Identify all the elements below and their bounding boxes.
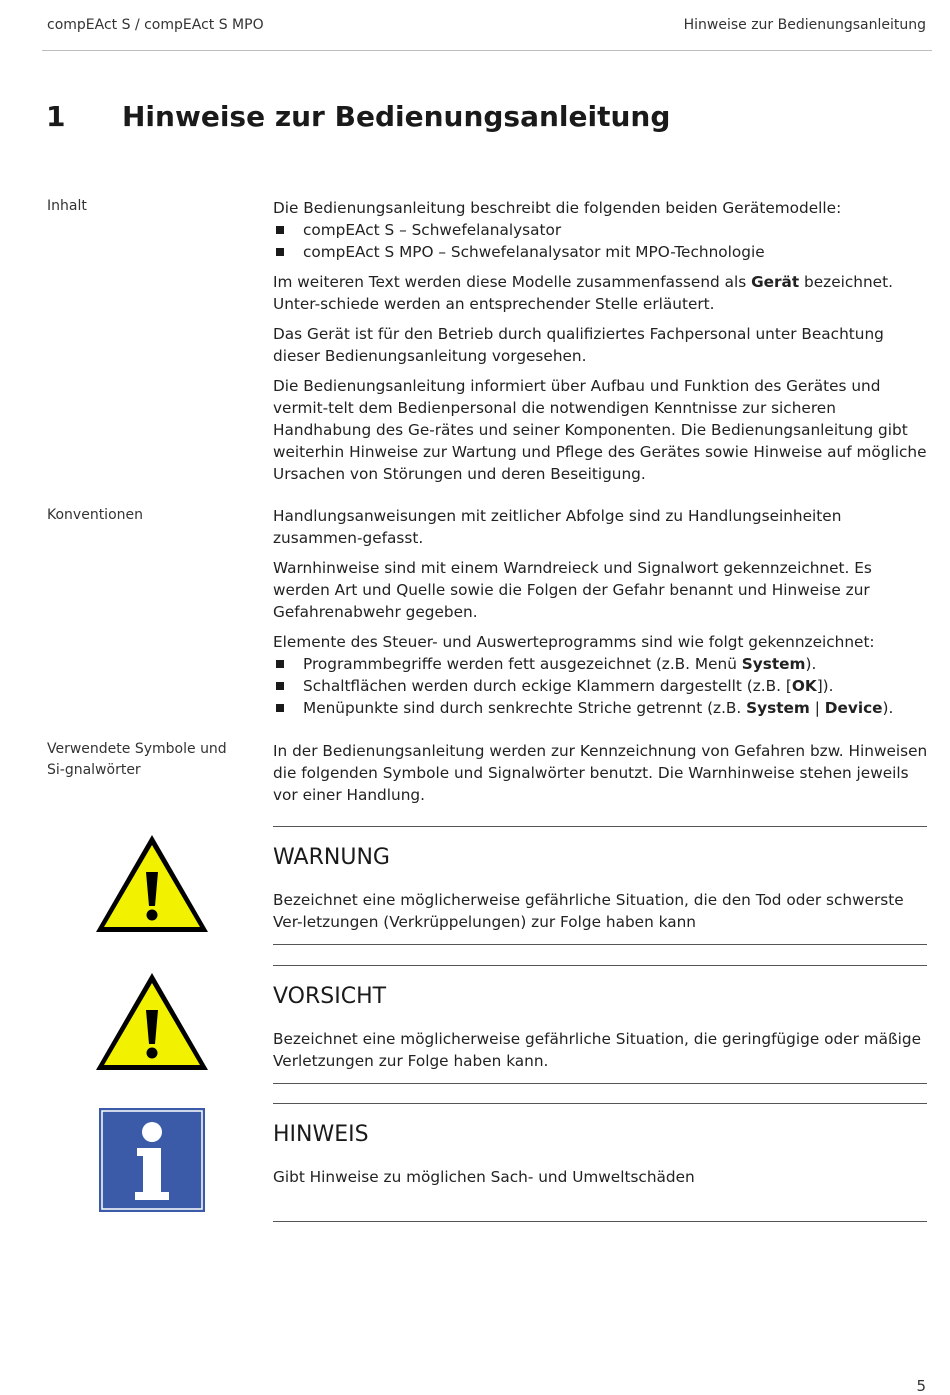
chapter-title: Hinweise zur Bedienungsanleitung [122, 100, 671, 133]
text-run: Programmbegriffe werden fett ausgezeichnet (z.B. Menü [303, 655, 742, 673]
inhalt-paragraph-2: Das Gerät ist für den Betrieb durch qualifiziertes Fachpersonal unter Beachtung dieser Bedienungsanleitung vorgesehen. [273, 325, 884, 365]
text-run: ]). [816, 677, 834, 695]
header-document-title: compEAct S / compEAct S MPO [47, 17, 264, 33]
bold-term: System [741, 655, 806, 673]
notice-title: HINWEIS [273, 1122, 369, 1147]
section-inhalt [273, 197, 928, 493]
inhalt-paragraph-3: Die Bedienungsanleitung informiert über Aufbau und Funktion des Gerätes und vermit-telt dem Bedienpersonal die notwendigen Kenntnisse zur sicheren Handhabung des Ge-rätes und seiner Komponenten. Die Bedienungsanleitung gibt weiterhin Hinweise zur Wartung und Pflege des Gerätes sowie Hinweise auf mögliche Ursachen von Störungen und deren Beseitigung. [273, 377, 927, 483]
page-number: 5 [916, 1377, 926, 1395]
list-item [273, 653, 928, 675]
text-run: ). [805, 655, 817, 673]
text-run: Im weiteren Text werden diese Modelle zusammenfassend als [273, 273, 752, 291]
bold-term: Device [824, 699, 883, 717]
warning-triangle-icon [93, 832, 211, 940]
warning-triangle-icon [93, 970, 211, 1078]
notice-vorsicht [273, 965, 927, 1084]
konventionen-paragraph-3: Elemente des Steuer- und Auswerteprogramms sind wie folgt gekennzeichnet: [273, 633, 875, 651]
notice-title: WARNUNG [273, 845, 390, 870]
inhalt-paragraph-1 [273, 271, 928, 315]
notice-text: Bezeichnet eine möglicherweise gefährliche Situation, die geringfügige oder mäßige Verletzungen zur Folge haben kann. [273, 1030, 922, 1070]
text-run: Menüpunkte sind durch senkrechte Striche getrennt (z.B. [303, 699, 747, 717]
section-konventionen [273, 505, 928, 727]
notice-hinweis [273, 1103, 927, 1222]
model-list [273, 219, 928, 263]
chapter-number: 1 [46, 100, 66, 133]
notice-title: VORSICHT [273, 984, 387, 1009]
list-item [273, 697, 928, 719]
header-section-title: Hinweise zur Bedienungsanleitung [683, 17, 926, 33]
list-item: compEAct S MPO – Schwefelanalysator mit MPO-Technologie [273, 241, 928, 263]
konventionen-paragraph-1: Handlungsanweisungen mit zeitlicher Abfolge sind zu Handlungseinheiten zusammen-gefasst. [273, 507, 842, 547]
notice-text: Gibt Hinweise zu möglichen Sach- und Umweltschäden [273, 1168, 695, 1186]
notice-warnung [273, 826, 927, 945]
list-item: compEAct S – Schwefelanalysator [273, 219, 928, 241]
convention-list [273, 653, 928, 719]
text-run: Schaltflächen werden durch eckige Klammern dargestellt (z.B. [ [303, 677, 792, 695]
symbole-paragraph: In der Bedienungsanleitung werden zur Kennzeichnung von Gefahren bzw. Hinweisen die folgenden Symbole und Signalwörter benutzt. Die Warnhinweise stehen jeweils vor einer Handlung. [273, 742, 928, 804]
bold-term: OK [791, 677, 817, 695]
bold-term: Gerät [751, 273, 800, 291]
list-item [273, 675, 928, 697]
text-run: ). [882, 699, 894, 717]
chapter-heading [46, 100, 670, 133]
side-label-inhalt: Inhalt [47, 198, 87, 214]
text-run: | [809, 699, 825, 717]
section-symbole [273, 740, 928, 814]
page-header [42, 0, 932, 51]
bold-term: System [746, 699, 810, 717]
text-run: bezeichnet. Unter-schiede werden an entsprechender Stelle erläutert. [273, 273, 893, 313]
inhalt-intro: Die Bedienungsanleitung beschreibt die folgenden beiden Gerätemodelle: [273, 199, 842, 217]
info-icon [99, 1108, 205, 1216]
side-label-symbole: Verwendete Symbole und Si-gnalwörter [47, 741, 227, 778]
side-label-konventionen: Konventionen [47, 507, 143, 523]
notice-text: Bezeichnet eine möglicherweise gefährliche Situation, die den Tod oder schwerste Ver-letzungen (Verkrüppelungen) zur Folge haben kann [273, 891, 904, 931]
konventionen-paragraph-2: Warnhinweise sind mit einem Warndreieck und Signalwort gekennzeichnet. Es werden Art und Quelle sowie die Folgen der Gefahr benannt und Hinweise zur Gefahrenabwehr gegeben. [273, 559, 872, 621]
